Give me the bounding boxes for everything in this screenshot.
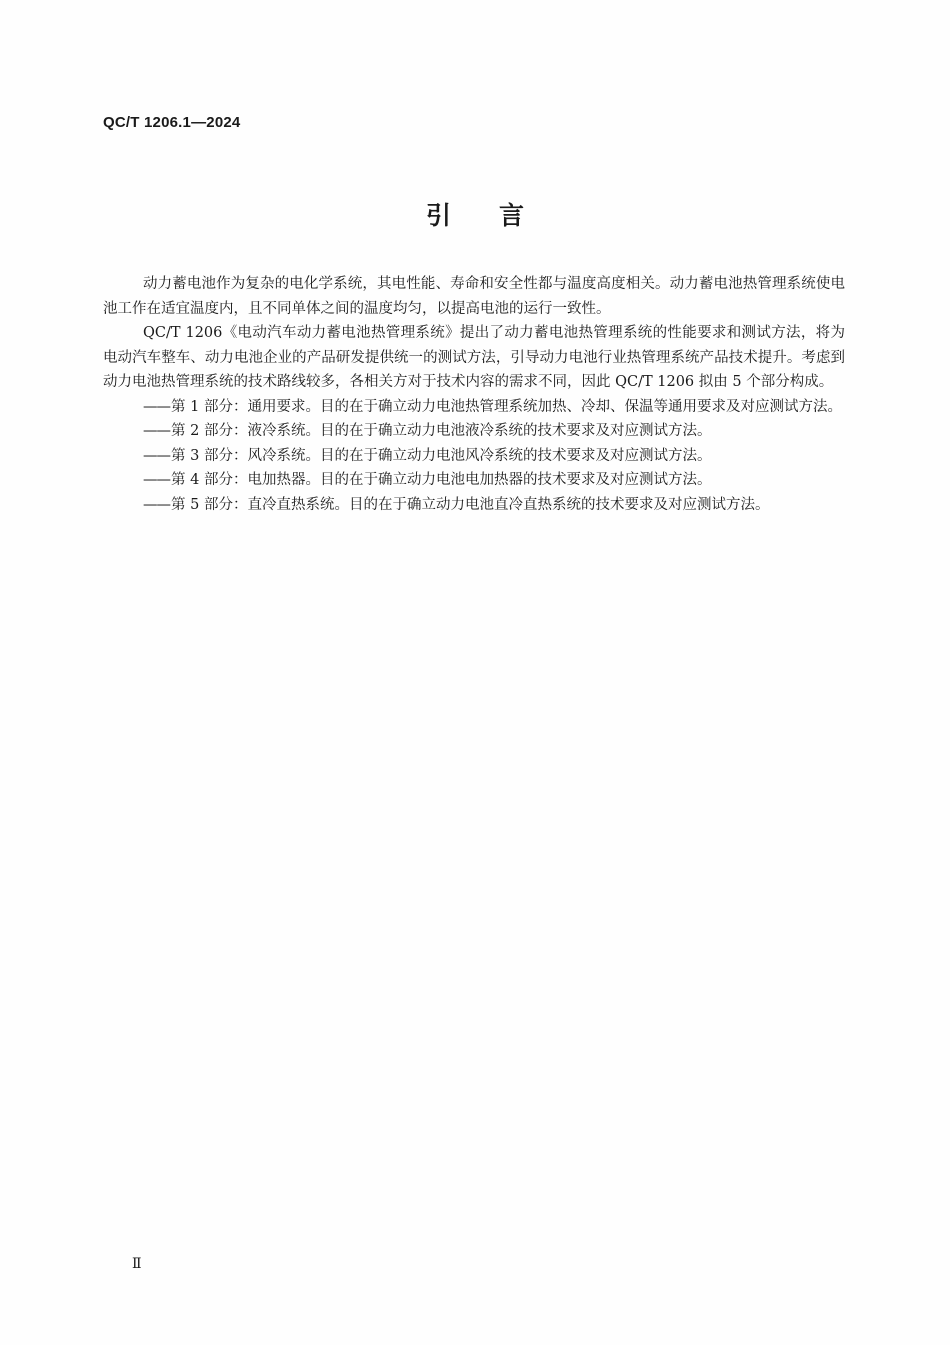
list-item	[103, 468, 845, 493]
list-item-text: 第 5 部分：直冷直热系统。目的在于确立动力电池直冷直热系统的技术要求及对应测试方法。	[171, 496, 770, 513]
list-item	[103, 444, 845, 469]
document-code: QC/T 1206.1—2024	[103, 114, 241, 131]
list-item-text: 第 2 部分：液冷系统。目的在于确立动力电池液冷系统的技术要求及对应测试方法。	[171, 423, 712, 439]
list-item-text: 第 3 部分：风冷系统。目的在于确立动力电池风冷系统的技术要求及对应测试方法。	[171, 447, 712, 464]
dash-marker: ——	[143, 423, 170, 439]
list-item	[103, 419, 845, 444]
intro-paragraph: QC/T 1206《电动汽车动力蓄电池热管理系统》提出了动力蓄电池热管理系统的性能要求和测试方法，将为电动汽车整车、动力电池企业的产品研发提供统一的测试方法，引导动力电池行业热管理系统产品技术提升。考虑到动力电池热管理系统的技术路线较多，各相关方对于技术内容的需求不同，因此 QC/T 1206 拟由 5 个部分构成。	[103, 325, 845, 390]
document-body	[103, 272, 845, 517]
list-item	[103, 395, 845, 420]
list-item-text: 第 1 部分：通用要求。目的在于确立动力电池热管理系统加热、冷却、保温等通用要求及对应测试方法。	[171, 398, 842, 415]
page-number: Ⅱ	[132, 1256, 142, 1272]
dash-marker: ——	[143, 472, 170, 488]
dash-marker: ——	[143, 398, 170, 415]
list-item-text: 第 4 部分：电加热器。目的在于确立动力电池电加热器的技术要求及对应测试方法。	[171, 472, 712, 488]
dash-marker: ——	[143, 496, 170, 513]
dash-marker: ——	[143, 447, 170, 464]
intro-paragraph: 动力蓄电池作为复杂的电化学系统，其电性能、寿命和安全性都与温度高度相关。动力蓄电池热管理系统使电池工作在适宜温度内，且不同单体之间的温度均匀，以提高电池的运行一致性。	[103, 276, 845, 317]
page-title: 引言	[425, 201, 572, 230]
parts-list	[103, 395, 845, 518]
list-item	[103, 493, 845, 518]
